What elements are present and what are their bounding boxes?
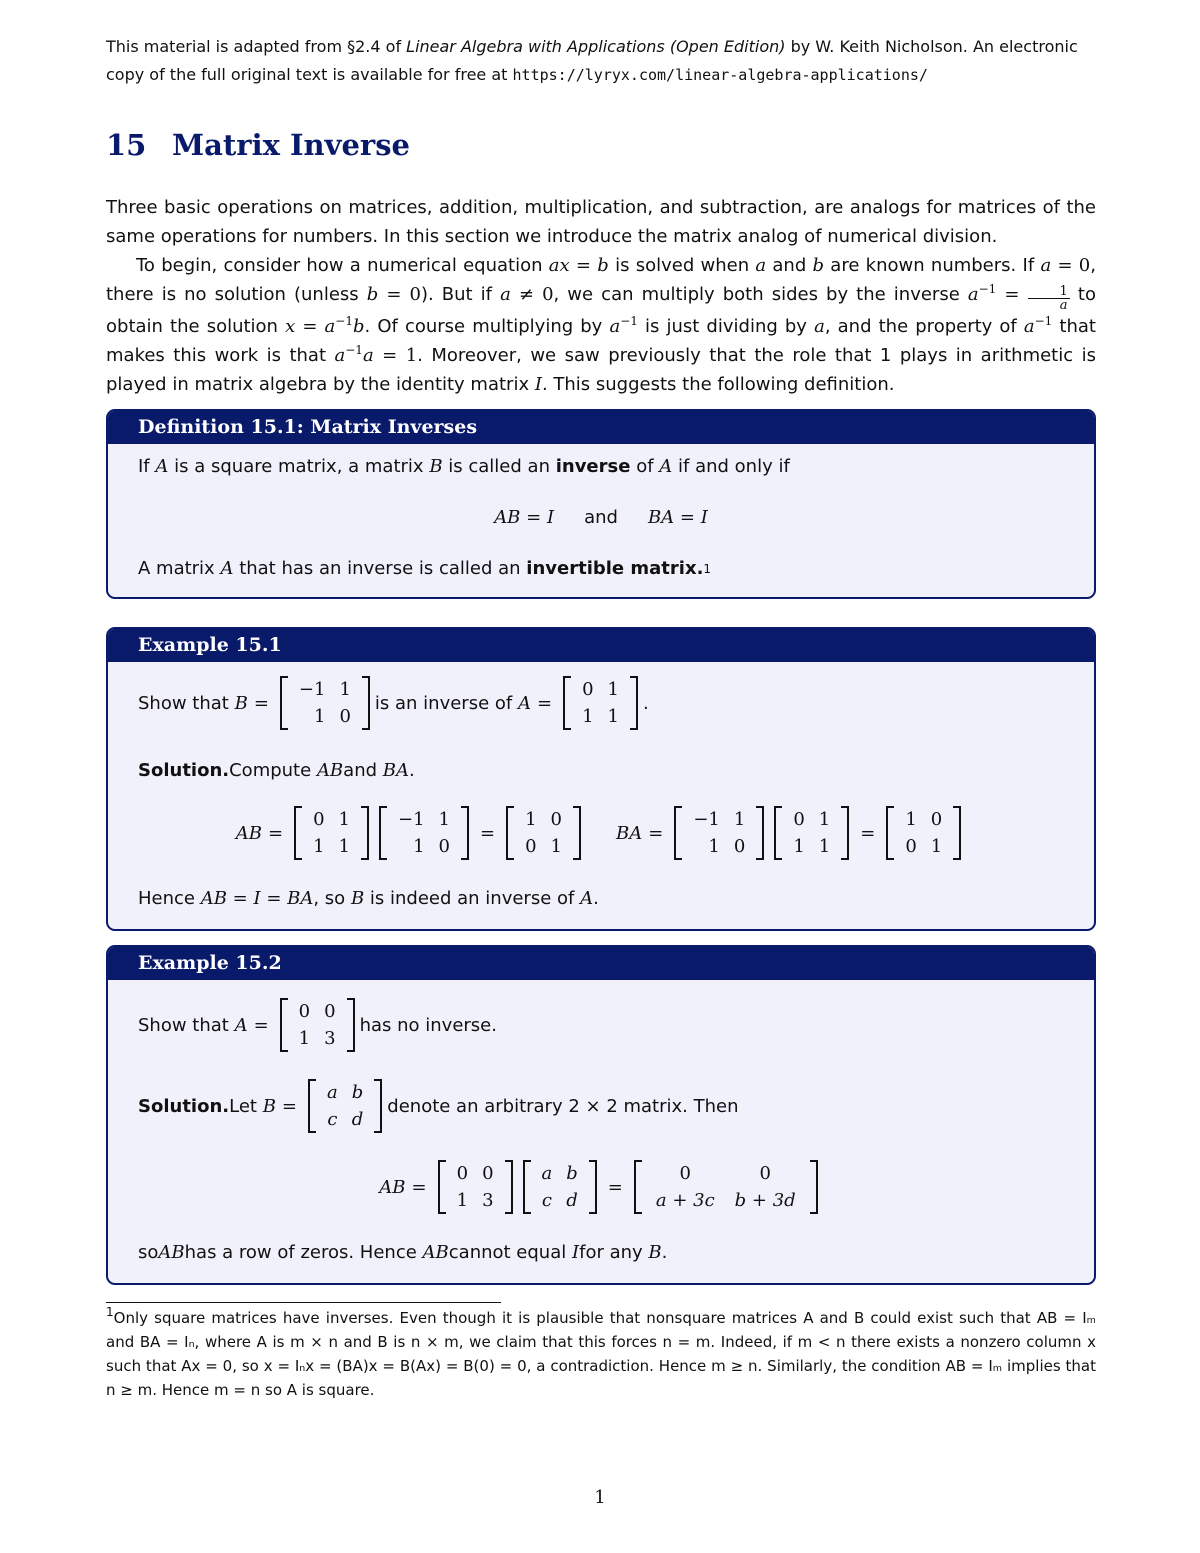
example-15-1-statement: Show that B = −1 1 1 0 is an inverse of A = 0 1 1 1 . bbox=[138, 676, 649, 730]
footnote-rule bbox=[106, 1302, 501, 1303]
example-15-2-box bbox=[106, 945, 1096, 1285]
matrix-b: −1 1 1 0 bbox=[280, 676, 370, 730]
example-15-1-header: Example 15.1 bbox=[108, 629, 1094, 662]
matrix-b-2: a b c d bbox=[308, 1079, 382, 1133]
section-title-text: Matrix Inverse bbox=[172, 128, 410, 162]
definition-line-1: If A is a square matrix, a matrix B is called an inverse of A if and only if bbox=[138, 456, 790, 477]
source-note: This material is adapted from §2.4 of Linear Algebra with Applications (Open Edition) by W. Keith Nicholson. An electronic copy of the full original text is available for free at https://lyryx.com/linear-algebra-applications/ bbox=[106, 37, 1078, 84]
footnote-number: 1 bbox=[106, 1305, 114, 1319]
intro-paragraph-2: To begin, consider how a numerical equation ax = b is solved when a and b are known numbers. If a = 0, there is no solution (unless b = 0). But if a ≠ 0, we can multiply both sides by the inverse $a^{-1}$ = $\frac{1}{a}$ to obtain the solution $x = a^{-1}b$. Of course multiplying by $a^{-1}$ is just dividing by a, and the property of $a^{-1}$ that makes this work is that $a^{-1}a = 1$. Moreover, we saw previously that the role that 1 plays in arithmetic is played in matrix algebra by the identity matrix I. This suggests the following definition. bbox=[106, 255, 1096, 395]
book-title: Linear Algebra with Applications (Open Edition) bbox=[406, 37, 786, 56]
definition-line-3: A matrix A that has an inverse is called an invertible matrix. 1 bbox=[138, 558, 712, 579]
example-15-2-product: AB = 0 0 1 3 a b c d = 0 0 a + 3c b + 3d bbox=[108, 1160, 1094, 1214]
example-15-2-conclusion: so AB has a row of zeros. Hence AB cannot equal I for any B . bbox=[138, 1242, 668, 1263]
page-number: 1 bbox=[594, 1487, 606, 1508]
example-15-1-box bbox=[106, 627, 1096, 931]
intro-paragraph-1: Three basic operations on matrices, addition, multiplication, and subtraction, are analogs for matrices of the same operations for numbers. In this section we introduce the matrix analog of numerical division. bbox=[106, 197, 1096, 247]
intro-text bbox=[106, 193, 1096, 399]
example-15-2-solution: Solution. Let B = a b c d denote an arbitrary 2 × 2 matrix. Then bbox=[138, 1079, 739, 1133]
section-number: 15 bbox=[106, 128, 147, 162]
definition-equation: AB = I and BA = I bbox=[494, 507, 708, 528]
example-15-2-statement: Show that A = 0 0 1 3 has no inverse. bbox=[138, 998, 497, 1052]
example-15-1-conclusion: Hence AB = I = BA , so B is indeed an inverse of A . bbox=[138, 888, 599, 909]
source-url[interactable]: https://lyryx.com/linear-algebra-applications/ bbox=[512, 66, 928, 84]
section-title bbox=[106, 128, 410, 162]
example-15-1-products: AB = 0 1 1 1 −1 1 1 0 = 1 0 0 1 BA = −1 1 1 0 0 1 1 1 = 1 0 0 1 bbox=[108, 806, 1094, 860]
footnote-text: Only square matrices have inverses. Even though it is plausible that nonsquare matrices A and B could exist such that AB = Iₘ and BA = Iₙ, where A is m × n and B is n × m, we claim that this forces n = m. Indeed, if m < n there exists a nonzero column x such that Ax = 0, so x = Iₙx = (BA)x = B(Ax) = B(0) = 0, a contradiction. Hence m ≥ n. Similarly, the condition AB = Iₘ implies that n ≥ m. Hence m = n so A is square. bbox=[106, 1309, 1096, 1399]
definition-header: Definition 15.1: Matrix Inverses bbox=[108, 411, 1094, 444]
matrix-a: 0 1 1 1 bbox=[563, 676, 638, 730]
matrix-a-2: 0 0 1 3 bbox=[280, 998, 355, 1052]
footnote bbox=[106, 1306, 1096, 1402]
definition-box bbox=[106, 409, 1096, 599]
example-15-2-header: Example 15.2 bbox=[108, 947, 1094, 980]
example-15-1-solution: Solution. Compute AB and BA . bbox=[138, 760, 415, 781]
